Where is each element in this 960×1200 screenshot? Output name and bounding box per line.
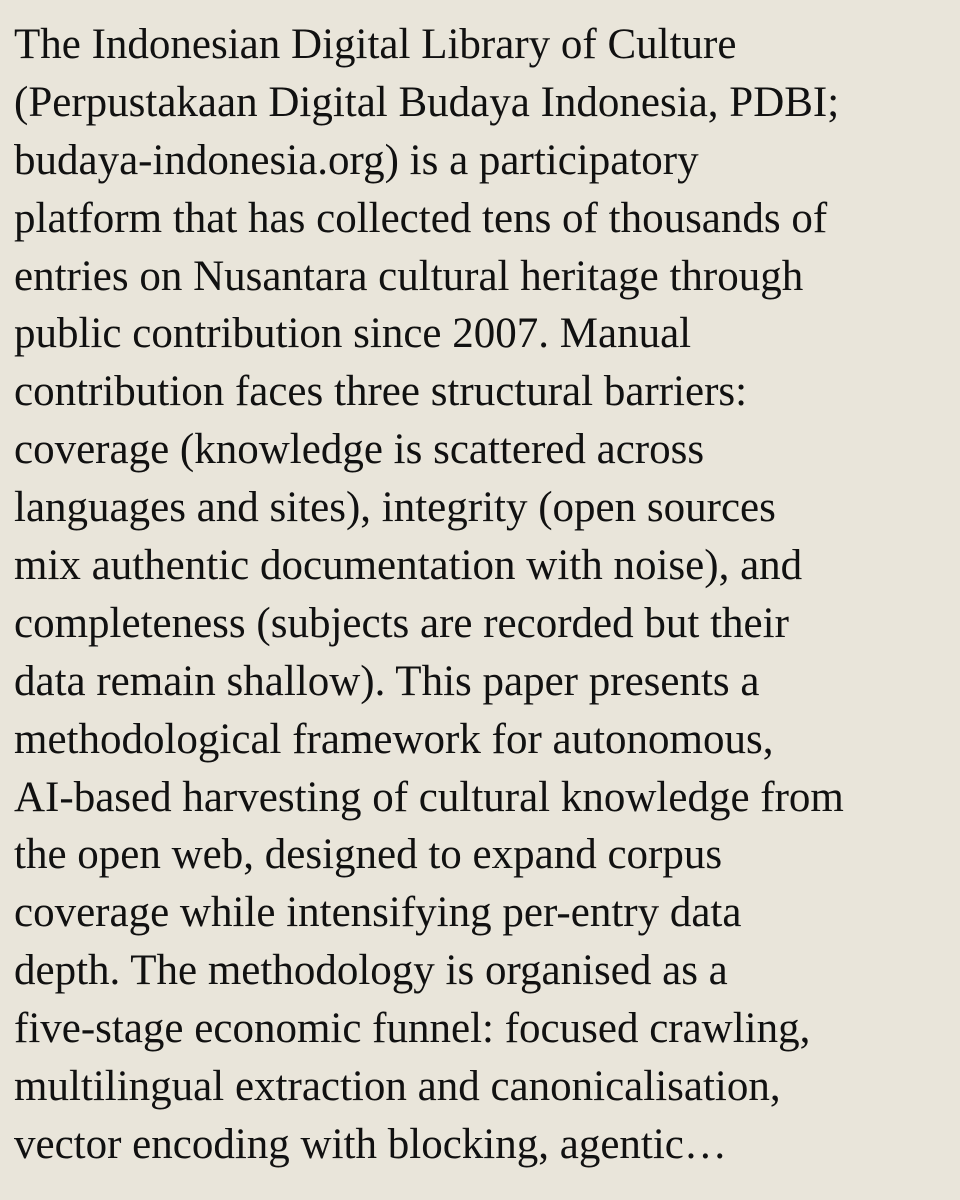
text-line: methodological framework for autonomous, (14, 715, 774, 763)
text-line: contribution faces three structural barriers: (14, 368, 748, 416)
text-line: multilingual extraction and canonicalisation, (14, 1063, 781, 1111)
text-line: platform that has collected tens of thousands of (14, 194, 828, 242)
text-line: languages and sites), integrity (open sources (14, 484, 776, 532)
text-line: (Perpustakaan Digital Budaya Indonesia, PDBI; (14, 78, 840, 126)
text-line: The Indonesian Digital Library of Culture (14, 21, 737, 68)
text-line: entries on Nusantara cultural heritage through (14, 252, 804, 300)
text-line: AI-based harvesting of cultural knowledge from (14, 773, 844, 821)
text-line: budaya-indonesia.org) is a participatory (14, 136, 699, 184)
text-line: completeness (subjects are recorded but their (14, 599, 789, 647)
abstract-paragraph (14, 16, 946, 1174)
text-line: public contribution since 2007. Manual (14, 310, 692, 358)
text-line: the open web, designed to expand corpus (14, 831, 723, 879)
text-line: data remain shallow). This paper presents a (14, 657, 760, 705)
text-line: five-stage economic funnel: focused crawling, (14, 1005, 811, 1053)
text-line: coverage (knowledge is scattered across (14, 426, 705, 474)
text-line: depth. The methodology is organised as a (14, 947, 728, 995)
text-line: vector encoding with blocking, agentic… (14, 1120, 727, 1168)
text-line: coverage while intensifying per-entry data (14, 889, 742, 937)
text-line: mix authentic documentation with noise), and (14, 542, 803, 590)
